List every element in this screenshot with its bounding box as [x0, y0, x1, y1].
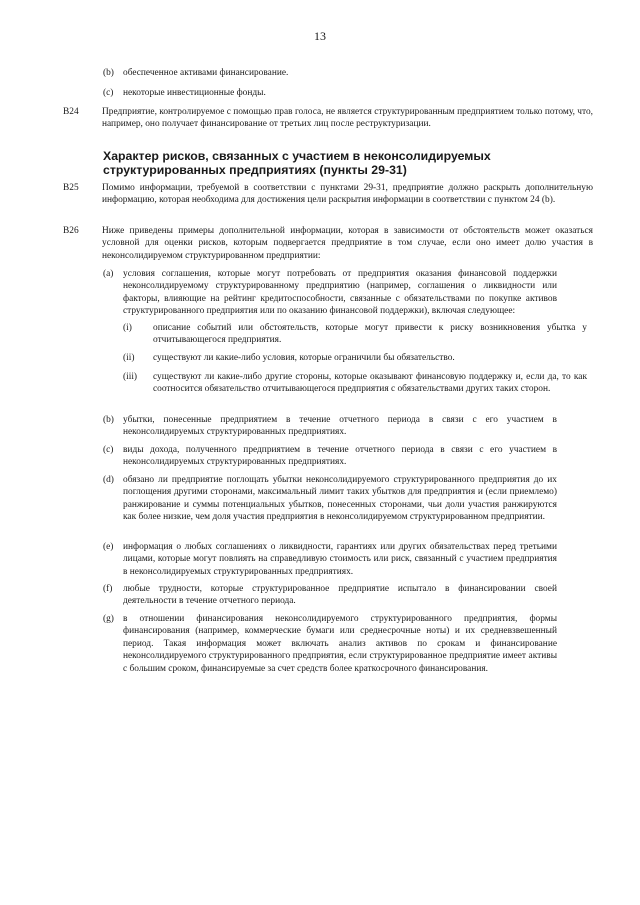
paragraph-text: Помимо информации, требуемой в соответствии с пунктами 29-31, предприятие должно раскрыть дополнительную информацию, которая необходима для достижения цели раскрытия информации в соответствии с пунктом 24 (b).: [102, 183, 593, 206]
page-number: 13: [314, 29, 326, 43]
sub-list-item: [123, 371, 587, 409]
list-text: любые трудности, которые структурированное предприятие испытало в финансировании своей деятельности в течение отчетного периода.: [123, 584, 557, 607]
list-item: [103, 613, 557, 675]
list-text: условия соглашения, которые могут потребовать от предприятия оказания финансовой поддержки неконсолидируемому структурированному предприятию (например, соглашения о ликвидности или факторы, влияющие на рейтинг кредитоспособности, связанные с обязательствами по покупке активов структурированного предприятия или по оказанию финансовой поддержки), включая следующее:: [123, 269, 557, 317]
list-marker: (g): [103, 614, 114, 624]
paragraph-number: B25: [63, 183, 79, 193]
list-marker: (c): [103, 88, 114, 98]
list-marker: (c): [103, 445, 114, 455]
list-text: убытки, понесенные предприятием в течение отчетного периода в связи с его участием в неконсолидируемых структурированных предприятиях.: [123, 415, 557, 438]
list-text: обеспеченное активами финансирование.: [123, 68, 289, 78]
list-marker: (iii): [123, 372, 138, 382]
paragraph-b25: [63, 182, 593, 220]
list-marker: (a): [103, 269, 114, 279]
paragraph-number: B26: [63, 226, 79, 236]
paragraph-b26: [63, 225, 593, 263]
paragraph-text: Ниже приведены примеры дополнительной информации, которая в зависимости от обстоятельств может оказаться условной для оценки рисков, которым подвергается предприятие в том случае, если оно имеет долю участия в неконсолидируемом структурированном предприятии:: [102, 226, 593, 261]
list-marker: (b): [103, 68, 114, 78]
list-item: [103, 87, 557, 100]
list-text: существуют ли какие-либо другие стороны, которые оказывают финансовую поддержку и, если да, то как соотносится обязательство отчитывающегося предприятия с обязательствами других таких сторон.: [153, 372, 587, 395]
list-item: [103, 474, 557, 536]
paragraph-text: Предприятие, контролируемое с помощью прав голоса, не является структурированным предприятием только потому, что, например, оно получает финансирование от третьих лиц после реструктуризации.: [102, 107, 593, 130]
list-marker: (e): [103, 542, 114, 552]
list-marker: (b): [103, 415, 114, 425]
sub-list-item: [123, 352, 587, 365]
list-item: [103, 414, 557, 440]
list-text: виды дохода, полученного предприятием в течение отчетного периода в связи с его участием в неконсолидируемых структурированных предприятиях.: [123, 445, 557, 468]
list-item: [103, 541, 557, 579]
list-marker: (i): [123, 323, 132, 333]
list-text: описание событий или обстоятельств, которые могут привести к риску возникновения убытка у отчитывающегося предприятия.: [153, 323, 587, 346]
list-item: [103, 583, 557, 609]
list-text: существуют ли какие-либо условия, которые ограничили бы обязательство.: [153, 353, 455, 363]
list-text: информация о любых соглашениях о ликвидности, гарантиях или других обязательствах перед третьими лицами, которые могут повлиять на справедливую стоимость или риск, связанный с участием предприятия в неконсолидируемых структурированных предприятиях.: [123, 542, 557, 577]
list-marker: (ii): [123, 353, 135, 363]
list-text: в отношении финансирования неконсолидируемого структурированного предприятия, формы финансирования (например, коммерческие бумаги или среднесрочные ноты) и их средневзвешенный период. Такая информация может включать анализ активов по срокам и финансирование неконсолидируемого структурированного предприятия, если структурированное предприятие имеет активы с большим сроком, финансируемые за счет средств более краткосрочного финансирования.: [123, 614, 557, 674]
list-item: [103, 444, 557, 470]
list-marker: (f): [103, 584, 113, 594]
sub-list-item: [123, 322, 587, 348]
paragraph-b24: [63, 106, 593, 132]
list-text: некоторые инвестиционные фонды.: [123, 88, 266, 98]
list-text: обязано ли предприятие поглощать убытки неконсолидируемого структурированного предприятия до их поглощения другими сторонами, максимальный лимит таких убытков для предприятия и (если приемлемо) ранжирование и суммы потенциальных убытков, понесенных сторонами, чьи доли участия ранжируются как более низкие, чем доля участия предприятия в неконсолидируемом структурированном предприятии.: [123, 475, 557, 523]
list-marker: (d): [103, 475, 114, 485]
paragraph-number: B24: [63, 107, 79, 117]
list-item: [103, 268, 557, 318]
section-heading: Характер рисков, связанных с участием в неконсолидируемых структурированных предприятиях (пункты 29-31): [103, 149, 491, 178]
list-item: [103, 67, 557, 80]
